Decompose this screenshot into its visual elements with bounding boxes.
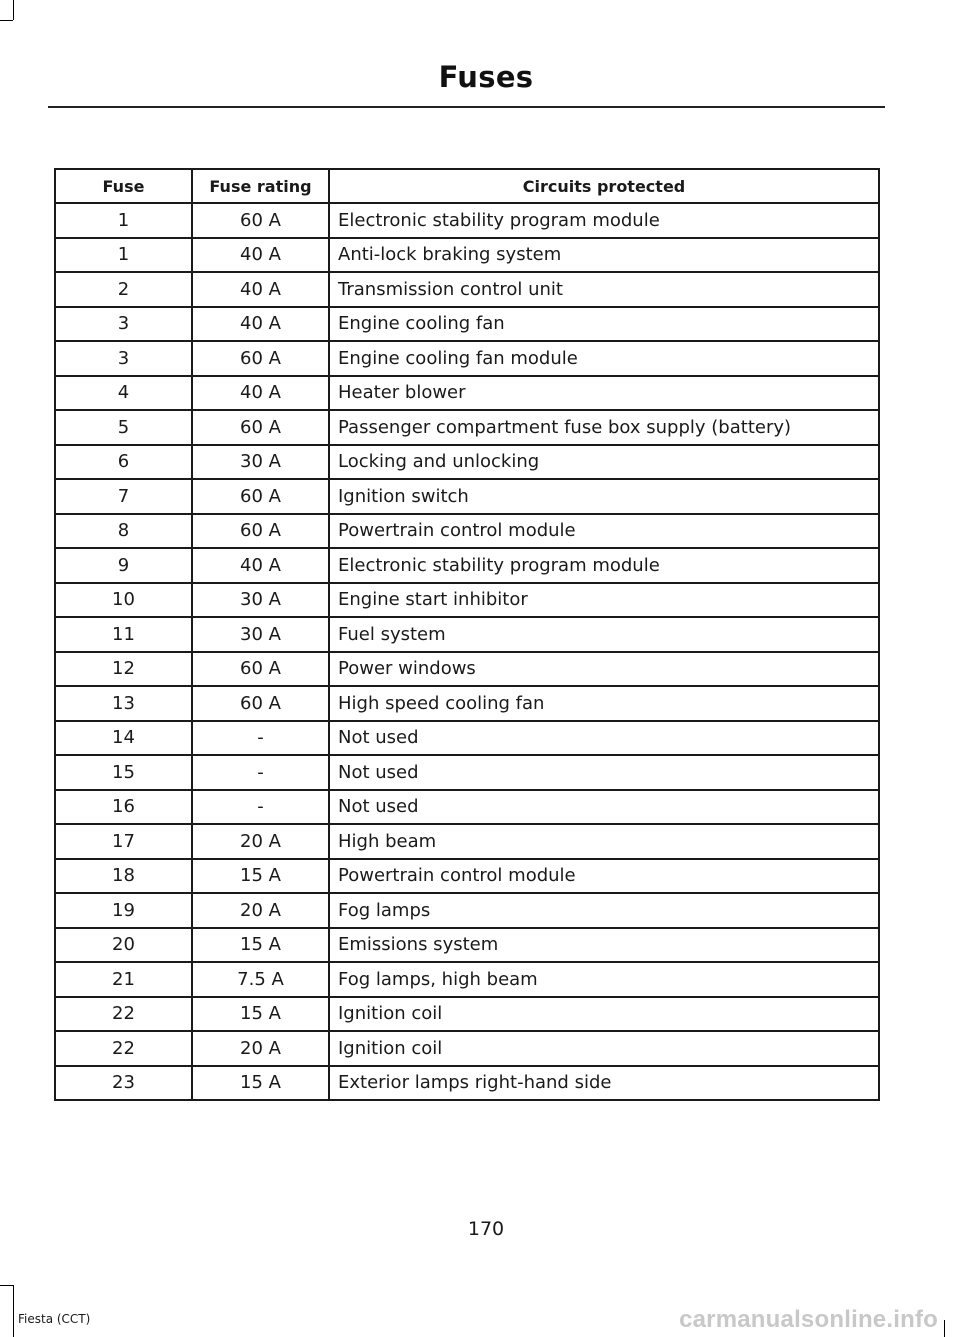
cell-fuse: 6 <box>55 445 192 480</box>
header-fuse-rating: Fuse rating <box>192 169 329 203</box>
table-row <box>55 445 879 480</box>
table-row <box>55 341 879 376</box>
cell-fuse: 7 <box>55 479 192 514</box>
cell-fuse: 23 <box>55 1066 192 1101</box>
crop-mark-bottom-left-horizontal <box>0 1285 13 1286</box>
table-row <box>55 824 879 859</box>
cell-fuse: 22 <box>55 1031 192 1066</box>
cell-fuse: 14 <box>55 721 192 756</box>
table-row <box>55 997 879 1032</box>
cell-fuse-rating: 40 A <box>192 548 329 583</box>
cell-fuse: 1 <box>55 203 192 238</box>
cell-fuse-rating: 40 A <box>192 376 329 411</box>
table-row <box>55 617 879 652</box>
table-row <box>55 307 879 342</box>
cell-fuse: 9 <box>55 548 192 583</box>
cell-fuse-rating: 15 A <box>192 859 329 894</box>
cell-fuse-rating: - <box>192 790 329 825</box>
cell-fuse-rating: 30 A <box>192 617 329 652</box>
cell-fuse-rating: 60 A <box>192 652 329 687</box>
table-header-row <box>55 169 879 203</box>
cell-fuse-rating: 40 A <box>192 238 329 273</box>
cell-circuit: Fog lamps, high beam <box>329 962 879 997</box>
cell-circuit: High speed cooling fan <box>329 686 879 721</box>
cell-circuit: Not used <box>329 790 879 825</box>
cell-circuit: Passenger compartment fuse box supply (battery) <box>329 410 879 445</box>
table-row <box>55 721 879 756</box>
table-row <box>55 1066 879 1101</box>
cell-circuit: Transmission control unit <box>329 272 879 307</box>
cell-circuit: Not used <box>329 755 879 790</box>
crop-mark-top-left-horizontal <box>0 20 13 21</box>
table-row <box>55 962 879 997</box>
crop-mark-top-left-vertical <box>13 0 14 20</box>
cell-circuit: Fog lamps <box>329 893 879 928</box>
cell-fuse: 11 <box>55 617 192 652</box>
cell-circuit: Engine cooling fan module <box>329 341 879 376</box>
cell-circuit: Ignition coil <box>329 1031 879 1066</box>
cell-fuse-rating: - <box>192 721 329 756</box>
cell-fuse: 13 <box>55 686 192 721</box>
table-row <box>55 583 879 618</box>
table-row <box>55 514 879 549</box>
cell-fuse-rating: 20 A <box>192 893 329 928</box>
cell-fuse-rating: 60 A <box>192 203 329 238</box>
cell-fuse-rating: 40 A <box>192 272 329 307</box>
table-row <box>55 790 879 825</box>
cell-fuse: 8 <box>55 514 192 549</box>
table-row <box>55 410 879 445</box>
title-divider <box>48 106 885 108</box>
cell-fuse-rating: 20 A <box>192 1031 329 1066</box>
cell-circuit: Ignition coil <box>329 997 879 1032</box>
table-row <box>55 479 879 514</box>
cell-fuse-rating: 60 A <box>192 410 329 445</box>
cell-fuse-rating: 15 A <box>192 1066 329 1101</box>
cell-circuit: Locking and unlocking <box>329 445 879 480</box>
cell-fuse-rating: 20 A <box>192 824 329 859</box>
cell-fuse: 4 <box>55 376 192 411</box>
page-number: 170 <box>467 1218 505 1240</box>
table-row <box>55 203 879 238</box>
cell-circuit: Heater blower <box>329 376 879 411</box>
cell-circuit: Electronic stability program module <box>329 548 879 583</box>
table-row <box>55 1031 879 1066</box>
table-row <box>55 272 879 307</box>
fuse-table-body <box>55 203 879 1100</box>
cell-circuit: Powertrain control module <box>329 859 879 894</box>
cell-fuse-rating: 30 A <box>192 583 329 618</box>
cell-fuse: 2 <box>55 272 192 307</box>
cell-fuse-rating: 40 A <box>192 307 329 342</box>
table-row <box>55 238 879 273</box>
cell-fuse-rating: 60 A <box>192 686 329 721</box>
table-row <box>55 755 879 790</box>
cell-fuse-rating: 7.5 A <box>192 962 329 997</box>
cell-fuse: 3 <box>55 341 192 376</box>
cell-fuse: 20 <box>55 928 192 963</box>
cell-fuse: 12 <box>55 652 192 687</box>
cell-fuse: 3 <box>55 307 192 342</box>
cell-circuit: Powertrain control module <box>329 514 879 549</box>
cell-circuit: Anti-lock braking system <box>329 238 879 273</box>
cell-fuse: 22 <box>55 997 192 1032</box>
table-row <box>55 376 879 411</box>
cell-circuit: Emissions system <box>329 928 879 963</box>
cell-fuse-rating: 60 A <box>192 479 329 514</box>
cell-circuit: Engine start inhibitor <box>329 583 879 618</box>
footer-model: Fiesta (CCT) <box>18 1312 91 1326</box>
cell-circuit: Engine cooling fan <box>329 307 879 342</box>
cell-fuse: 16 <box>55 790 192 825</box>
cell-fuse: 18 <box>55 859 192 894</box>
header-circuits-protected: Circuits protected <box>329 169 879 203</box>
cell-circuit: High beam <box>329 824 879 859</box>
cell-circuit: Power windows <box>329 652 879 687</box>
cell-fuse-rating: 15 A <box>192 997 329 1032</box>
cell-circuit: Exterior lamps right-hand side <box>329 1066 879 1101</box>
table-row <box>55 859 879 894</box>
cell-fuse-rating: 15 A <box>192 928 329 963</box>
cell-fuse-rating: - <box>192 755 329 790</box>
cell-fuse: 19 <box>55 893 192 928</box>
cell-fuse-rating: 60 A <box>192 514 329 549</box>
table-row <box>55 652 879 687</box>
cell-fuse: 5 <box>55 410 192 445</box>
cell-circuit: Not used <box>329 721 879 756</box>
table-row <box>55 928 879 963</box>
table-row <box>55 548 879 583</box>
cell-fuse: 15 <box>55 755 192 790</box>
cell-circuit: Electronic stability program module <box>329 203 879 238</box>
fuse-table <box>54 168 880 1101</box>
crop-mark-bottom-left-vertical <box>13 1285 14 1337</box>
cell-fuse: 1 <box>55 238 192 273</box>
cell-circuit: Ignition switch <box>329 479 879 514</box>
page-title: Fuses <box>438 60 534 94</box>
cell-fuse: 17 <box>55 824 192 859</box>
header-fuse: Fuse <box>55 169 192 203</box>
crop-mark-bottom-right-vertical <box>944 1320 945 1337</box>
table-row <box>55 686 879 721</box>
cell-fuse-rating: 30 A <box>192 445 329 480</box>
table-row <box>55 893 879 928</box>
cell-circuit: Fuel system <box>329 617 879 652</box>
watermark: carmanualsonline.info <box>679 1306 938 1333</box>
cell-fuse-rating: 60 A <box>192 341 329 376</box>
cell-fuse: 10 <box>55 583 192 618</box>
cell-fuse: 21 <box>55 962 192 997</box>
